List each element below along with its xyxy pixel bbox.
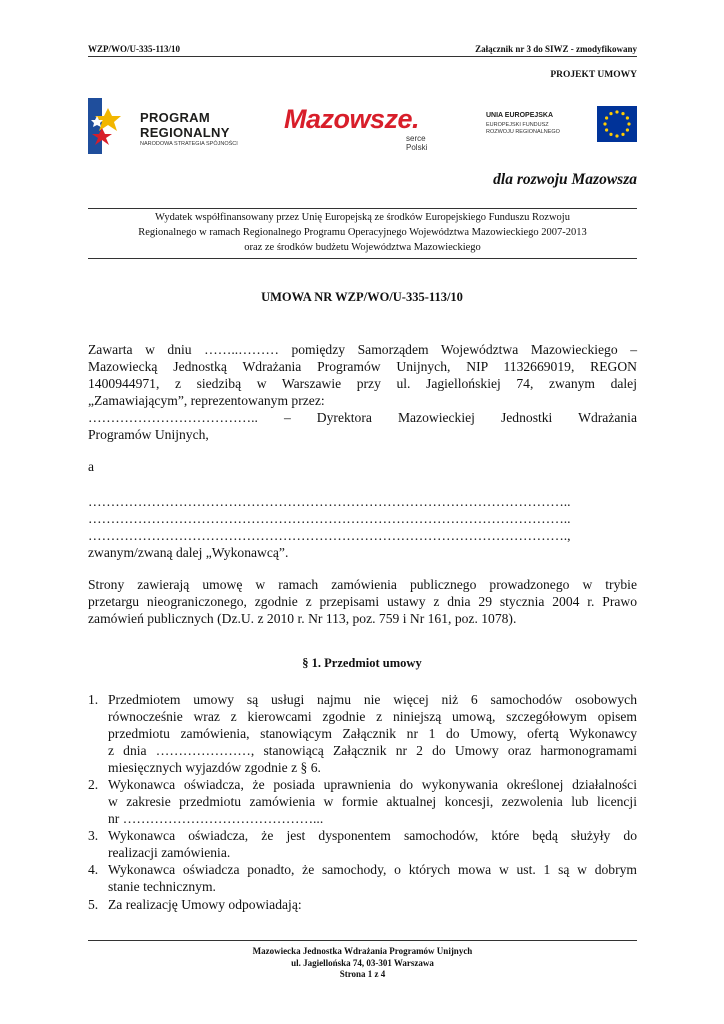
list-item	[88, 896, 637, 913]
mazowsze-wordmark: Mazowsze.	[284, 104, 420, 134]
contractor-dots-line: …………………………………………………………………………………………….,	[88, 528, 571, 543]
intro-line: 1400944971, z siedzibą w Warszawie przy ul. Jagiellońskiej 74, zwanym dalej	[88, 376, 637, 391]
list-item-number: 1.	[88, 692, 99, 707]
footer-institution: Mazowiecka Jednostka Wdrażania Programów Unijnych	[252, 946, 473, 956]
parties-line: Strony zawierają umowę w ramach zamówienia publicznego prowadzonego w trybie	[88, 577, 637, 592]
eu-logo-line1: UNIA EUROPEJSKA	[486, 112, 554, 119]
cofinancing-line: oraz ze środków budżetu Województwa Mazowieckiego	[244, 242, 481, 253]
list-item-line: Przedmiotem umowy są usługi najmu nie więcej niż 6 samochodów osobowych	[108, 692, 637, 707]
program-logo-line2: REGIONALNY	[140, 125, 230, 140]
intro-line: ……………………………….. – Dyrektora Mazowieckiej Jednostki Wdrażania	[88, 410, 637, 425]
eu-flag-icon	[597, 106, 637, 142]
list-item-line: Wykonawca oświadcza, że posiada uprawnienia do wykonywania określonej działalności	[108, 777, 637, 792]
and-conjunction: a	[88, 459, 95, 474]
mazowsze-subtitle: serce Polski	[406, 134, 428, 152]
list-item-line: stanie technicznym.	[108, 879, 216, 894]
mazowsze-logo	[284, 104, 444, 152]
list-item-line: równocześnie wraz z kierowcami zgodnie z niniejszą umową, szczegółowym opisem	[108, 709, 637, 724]
footer-page-number: Strona 1 z 4	[339, 969, 386, 979]
intro-line: Programów Unijnych,	[88, 427, 209, 442]
list-item-number: 3.	[88, 828, 99, 843]
list-item-line: realizacji zamówienia.	[108, 845, 231, 860]
cofinancing-line: Regionalnego w ramach Regionalnego Programu Operacyjnego Województwa Mazowieckiego 2007-2013	[138, 227, 587, 238]
list-item	[88, 827, 637, 861]
intro-line: Zawarta w dniu ……..……… pomiędzy Samorządem Województwa Mazowieckiego –	[88, 342, 637, 357]
logo-strip	[88, 96, 637, 156]
list-item-line: w zakresie przedmiotu zamówienia w formie aktualnej koncesji, zezwolenia lub licencji	[108, 794, 637, 809]
tagline: dla rozwoju Mazowsza	[493, 171, 637, 188]
contractor-dots-line: ……………………………………………………………………………………………..	[88, 494, 571, 509]
project-label: PROJEKT UMOWY	[550, 70, 637, 80]
contractor-named: zwanym/zwaną dalej „Wykonawcą”.	[88, 545, 289, 560]
page-header	[88, 44, 637, 57]
eu-logo-line3: ROZWOJU REGIONALNEGO	[486, 129, 560, 135]
contract-title: UMOWA NR WZP/WO/U-335-113/10	[261, 290, 463, 304]
list-item-line: z dnia …………………, stanowiącą Załącznik nr 2 do Umowy oraz harmonogramami	[108, 743, 637, 758]
page-footer	[88, 940, 637, 981]
parties-line: przetargu nieograniczonego, zgodnie z przepisami ustawy z dnia 29 stycznia 2004 r. Prawo	[88, 594, 637, 609]
intro-paragraph	[88, 341, 637, 443]
list-item-line: miesięcznych wyjazdów zgodnie z § 6.	[108, 760, 321, 775]
intro-line: „Zamawiającym”, reprezentowanym przez:	[88, 393, 325, 408]
program-regionalny-emblem-icon	[88, 98, 124, 154]
list-item-line: Za realizację Umowy odpowiadają:	[108, 897, 302, 912]
eu-logo	[486, 106, 637, 146]
list-item	[88, 861, 637, 895]
program-logo-line3: NARODOWA STRATEGIA SPÓJNOŚCI	[140, 141, 238, 147]
list-item-line: Wykonawca oświadcza ponadto, że samochody, o których mowa w ust. 1 są w dobrym	[108, 862, 637, 877]
contractor-dots-line: ……………………………………………………………………………………………..	[88, 511, 571, 526]
eu-logo-line2: EUROPEJSKI FUNDUSZ	[486, 122, 549, 128]
list-item-line: przedmiotu zamówienia, stanowiącym Załącznik nr 1 do Umowy, ofertą Wykonawcy	[108, 726, 637, 741]
header-reference: WZP/WO/U-335-113/10	[88, 44, 180, 54]
list-item-line: Wykonawca oświadcza, że jest dysponentem samochodów, które będą służyły do	[108, 828, 637, 843]
parties-line: zamówień publicznych (Dz.U. z 2010 r. Nr 113, poz. 759 i Nr 161, poz. 1078).	[88, 611, 517, 626]
list-item	[88, 691, 637, 776]
footer-address: ul. Jagiellońska 74, 03-301 Warszawa	[291, 957, 434, 968]
program-logo-line1: PROGRAM	[140, 110, 210, 125]
cofinancing-line: Wydatek współfinansowany przez Unię Europejską ze środków Europejskiego Funduszu Rozwoju	[155, 212, 570, 223]
list-item-number: 4.	[88, 862, 99, 877]
parties-paragraph	[88, 576, 637, 627]
list-item-number: 5.	[88, 897, 99, 912]
cofinancing-notice	[88, 208, 637, 259]
list-item-line: nr ……………………………………...	[108, 811, 324, 826]
section-title: § 1. Przedmiot umowy	[302, 656, 422, 670]
list-item	[88, 776, 637, 827]
program-regionalny-logo	[88, 96, 258, 156]
header-attachment: Załącznik nr 3 do SIWZ - zmodyfikowany	[475, 44, 637, 54]
list-item-number: 2.	[88, 777, 99, 792]
intro-line: Mazowiecką Jednostką Wdrażania Programów Unijnych, NIP 1132669019, REGON	[88, 359, 637, 374]
